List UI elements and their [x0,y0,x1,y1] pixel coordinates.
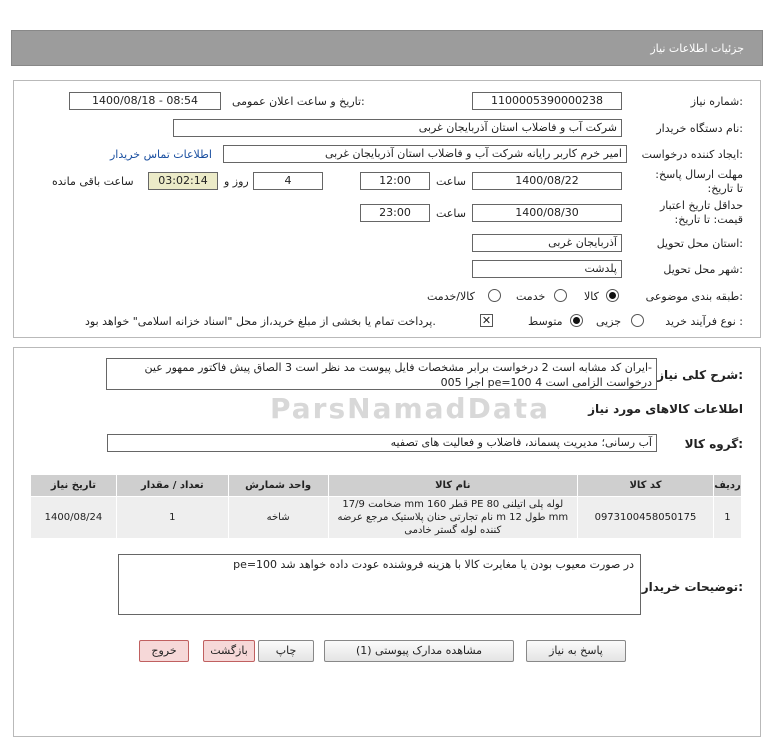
need-number-label: شماره نیاز: [690,95,743,108]
process-minor-radio[interactable] [631,314,644,327]
creator-field: امیر خرم کاربر رایانه شرکت آب و فاضلاب استان آذربایجان غربی [223,145,627,163]
province-label: استان محل تحویل: [656,237,743,250]
city-field: پلدشت [472,260,622,278]
col-goods-name: نام کالا [328,475,577,497]
buyer-notes-label: توضیحات خریدار: [641,580,743,594]
payment-note: پرداخت تمام یا بخشی از مبلغ خرید،از محل "اسناد خزانه اسلامی" خواهد بود. [85,315,436,328]
cell-goods-code: 0973100458050175 [578,497,714,539]
col-need-date: تاریخ نیاز [31,475,117,497]
validity-time-field: 23:00 [360,204,430,222]
cell-unit: شاخه [228,497,328,539]
category-goods-label: کالا [584,290,599,303]
col-goods-code: کد کالا [578,475,714,497]
announce-field: 1400/08/18 - 08:54 [69,92,221,110]
reply-button[interactable]: پاسخ به نیاز [526,640,626,662]
goods-table [30,474,742,539]
validity-date-field: 1400/08/30 [472,204,622,222]
category-both-radio[interactable] [488,289,501,302]
col-row: ردیف [713,475,741,497]
goods-group-field: آب رسانی؛ مدیریت پسماند، فاضلاب و فعالیت های تصفیه [107,434,657,452]
city-label: شهر محل تحویل: [663,263,743,276]
goods-table-header [31,475,742,497]
deadline-time-label: ساعت [436,175,466,188]
deadline-date-field: 1400/08/22 [472,172,622,190]
buyer-org-field: شرکت آب و فاضلاب استان آذربایجان غربی [173,119,622,137]
days-label: روز و [224,175,249,188]
contact-info-link[interactable]: اطلاعات تماس خریدار [110,148,212,161]
cell-need-date: 1400/08/24 [31,497,117,539]
col-quantity: تعداد / مقدار [116,475,228,497]
category-both-label: کالا/خدمت [427,290,475,303]
category-goods-radio[interactable] [606,289,619,302]
description-label: شرح کلی نیاز: [657,368,743,382]
cell-row: 1 [713,497,741,539]
process-medium-label: متوسط [528,315,563,328]
category-label: طبقه بندی موضوعی: [645,290,743,303]
treasury-checkbox[interactable]: ✕ [481,314,492,327]
page-title: جزئیات اطلاعات نیاز [650,42,744,55]
process-medium-radio[interactable] [570,314,583,327]
col-unit: واحد شمارش [228,475,328,497]
description-field: -ایران کد مشابه است 2 درخواست برابر مشخصات فایل پیوست مد نظر است 3 الصاق پیش فاکتور ممهور عین درخواست الزامی است 4 pe=100 اجرا 005 [106,358,657,390]
category-service-radio[interactable] [554,289,567,302]
cell-goods-name: لوله پلی اتیلنی PE 80 قطر 160 mm ضخامت 17/9 mm طول 12 m نام تجارتی حنان پلاستیک مرجع عرضه کننده لوله گستر خادمی [328,497,577,539]
attachments-button[interactable]: مشاهده مدارک پیوستی (1) [324,640,514,662]
exit-button[interactable]: خروج [139,640,189,662]
table-row[interactable] [31,497,742,539]
announce-label: تاریخ و ساعت اعلان عمومی: [232,95,365,108]
back-button[interactable]: بازگشت [203,640,255,662]
cell-quantity: 1 [116,497,228,539]
remaining-label: ساعت باقی مانده [52,175,134,188]
buyer-org-label: نام دستگاه خریدار: [656,122,743,135]
remaining-time-field: 03:02:14 [148,172,218,190]
validity-label: حداقل تاریخ اعتبار قیمت: تا تاریخ: [659,199,743,226]
need-number-field: 1100005390000238 [472,92,622,110]
deadline-time-field: 12:00 [360,172,430,190]
creator-label: ایجاد کننده درخواست: [641,148,743,161]
process-minor-label: جزیی [596,315,622,328]
days-field: 4 [253,172,323,190]
validity-time-label: ساعت [436,207,466,220]
goods-group-label: گروه کالا: [684,437,743,451]
goods-section-title: اطلاعات کالاهای مورد نیاز [588,402,743,416]
buyer-notes-field: در صورت معیوب بودن یا مغایرت کالا با هزینه فروشنده عودت داده خواهد شد pe=100 [118,554,641,615]
print-button[interactable]: چاپ [258,640,314,662]
deadline-label: مهلت ارسال پاسخ: تا تاریخ: [655,168,743,195]
process-label: نوع فرآیند خرید : [665,315,743,328]
province-field: آذربایجان غربی [472,234,622,252]
watermark: ParsNamadData [270,392,550,425]
category-service-label: خدمت [516,290,546,303]
page-header [11,30,763,66]
